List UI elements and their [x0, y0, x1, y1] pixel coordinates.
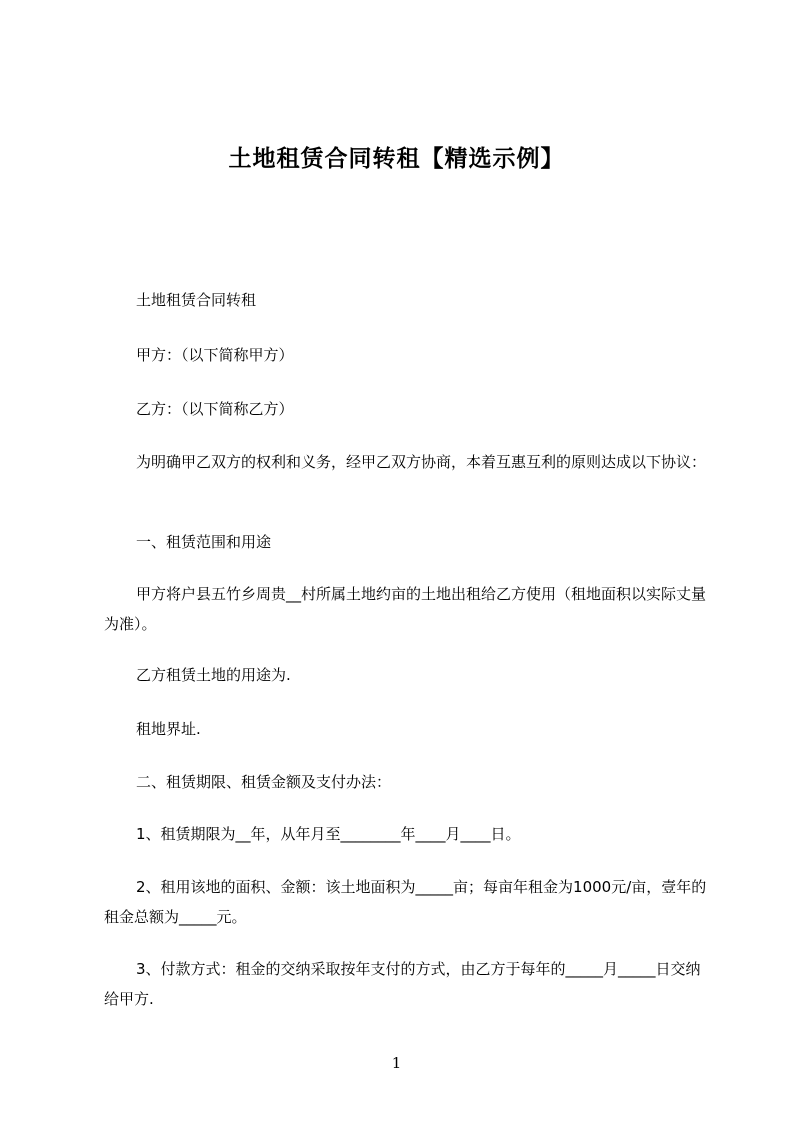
paragraph-purpose: 为明确甲乙双方的权利和义务，经甲乙双方协商，本着互惠互利的原则达成以下协议： — [136, 453, 707, 471]
section-one-heading: 一、租赁范围和用途 — [136, 533, 272, 551]
page-number: 1 — [391, 1054, 402, 1072]
paragraph-heading: 土地租赁合同转租 — [136, 291, 257, 309]
paragraph-lease-term: 1、租赁期限为__年，从年月至________年____月____日。 — [136, 825, 521, 843]
paragraph-area-amount: 2、租用该地的面积、金额：该土地面积为_____亩；每亩年租金为1000元/亩，壹年的租金总额为_____元。 — [104, 878, 707, 926]
paragraph-payment-method: 3、付款方式：租金的交纳采取按年支付的方式，由乙方于每年的_____月_____日交纳给甲方. — [104, 960, 701, 1008]
paragraph-party-a: 甲方：（以下简称甲方） — [136, 346, 294, 364]
paragraph-lease-scope: 甲方将户县五竹乡周贵__村所属土地约亩的土地出租给乙方使用（租地面积以实际丈量为准）。 — [104, 585, 707, 633]
paragraph-land-use: 乙方租赁土地的用途为. — [136, 666, 291, 684]
document-title: 土地租赁合同转租【精选示例】 — [228, 146, 565, 172]
section-two-heading: 二、租赁期限、租赁金额及支付办法： — [136, 773, 392, 791]
paragraph-boundary: 租地界址. — [136, 720, 201, 738]
paragraph-party-b: 乙方：（以下简称乙方） — [136, 400, 294, 418]
